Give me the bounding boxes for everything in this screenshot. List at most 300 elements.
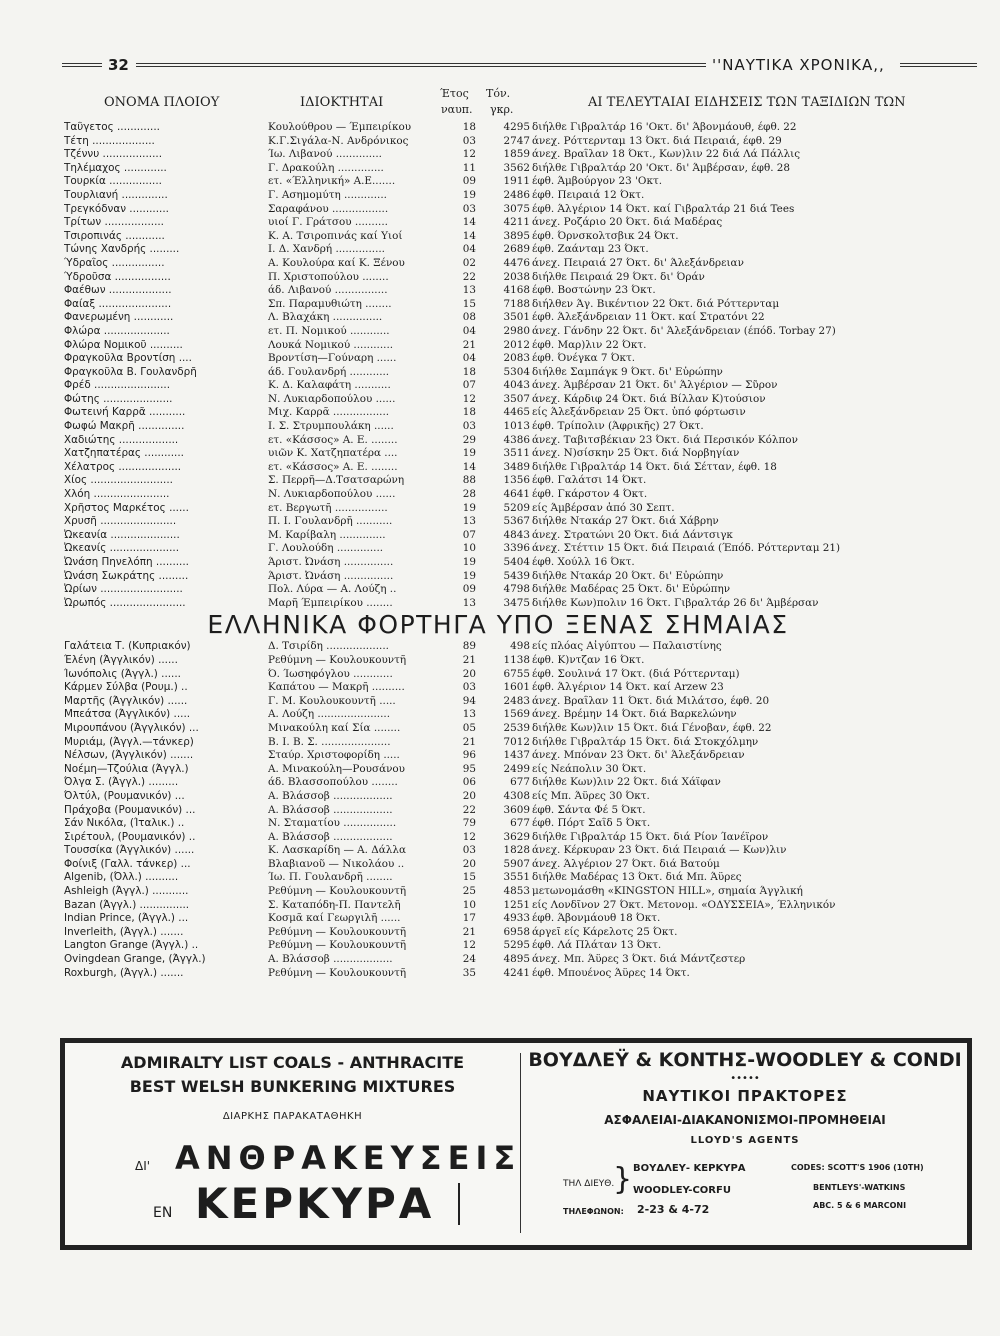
ship-name: Μαρτῆς (Άγγλικόν) ......: [64, 694, 188, 707]
ship-latest-news: έφθ. Μπουένος Άϋρες 14 Όκτ.: [532, 966, 690, 979]
ship-row: [58, 844, 938, 858]
ship-owner: Ι. Δ. Χανδρή ...............: [268, 243, 385, 256]
ship-tonnage: 3396: [503, 542, 530, 555]
ship-latest-news: άνεχ. Άλγέριον 27 Όκτ. διά Βατούμ: [532, 857, 720, 870]
ship-tonnage: 4476: [503, 256, 530, 269]
ship-owner: Α. Κουλούρα καί Κ. Ξένου: [268, 256, 405, 269]
ship-build-year: 20: [462, 789, 476, 802]
ship-latest-news: διήλθε Κων)πολιν 16 Όκτ. Γιβραλτάρ 26 δι' Άμβέρσαν: [532, 596, 819, 609]
ship-name: Indian Prince, (Άγγλ.) ...: [64, 912, 189, 925]
ship-tonnage: 4211: [503, 216, 530, 229]
ship-build-year: 94: [462, 694, 476, 707]
ship-latest-news: άνεχ. Βραΐλαν 18 Όκτ., Κων)λιν 22 διά Λά Πάλλις: [532, 148, 801, 161]
ship-latest-news: έφθ. Όρνσκολτσβικ 24 Όκτ.: [532, 229, 679, 242]
ship-row: [58, 216, 938, 230]
ship-build-year: 12: [462, 392, 476, 405]
ship-build-year: 20: [462, 667, 476, 680]
ship-latest-news: διήλθε Πειραιά 29 Όκτ. δι' Όράν: [532, 270, 705, 283]
ship-tonnage: 7188: [503, 297, 530, 310]
ship-latest-news: άνεχ. Ν)σίσκην 25 Όκτ. διά Νορβηγίαν: [532, 447, 740, 460]
ship-row: [58, 230, 938, 244]
ship-build-year: 22: [462, 803, 476, 816]
ad-coal-line1: ADMIRALTY LIST COALS - ANTHRACITE: [120, 1053, 465, 1072]
ship-latest-news: έφθ. Τρίπολιν (Άφρικῆς) 27 Όκτ.: [532, 420, 704, 433]
ship-build-year: 96: [462, 749, 476, 762]
ship-build-year: 15: [462, 871, 476, 884]
column-header-year-sub: ναυπ.: [441, 103, 473, 116]
ship-build-year: 18: [462, 121, 476, 133]
ad-coal-prefix-di: ΔΙ': [135, 1159, 151, 1173]
ship-latest-news: άνεχ. Βρέμην 14 Όκτ. διά Βαρκελώνην: [532, 708, 737, 721]
ship-build-year: 04: [462, 324, 476, 337]
ship-row: [58, 668, 938, 682]
ship-tonnage: 5439: [503, 569, 530, 582]
ship-row: [58, 243, 938, 257]
ship-tonnage: 5209: [503, 501, 530, 514]
ship-build-year: 14: [462, 229, 476, 242]
ship-tonnage: 2689: [503, 243, 530, 256]
ship-build-year: 88: [462, 474, 476, 487]
ship-latest-news: μετωνομάσθη «KINGSTON HILL», σημαία Άγγλική: [532, 885, 803, 898]
ship-latest-news: έφθ. Σάντα Φέ 5 Όκτ.: [532, 803, 646, 816]
ship-name: Τέτη ...................: [64, 134, 155, 147]
ship-tonnage: 1601: [503, 681, 530, 694]
ship-row: [58, 284, 938, 298]
ship-build-year: 08: [462, 311, 476, 324]
ship-latest-news: διήλθε Γιβραλτάρ 16 'Οκτ. δι' Άβονμάουθ, έφθ. 22: [532, 121, 797, 133]
ship-name: Τουσσίκα (Άγγλικόν) ......: [64, 844, 195, 857]
ship-name: Ὠκεανία .....................: [64, 528, 180, 541]
ship-latest-news: έφθ. Γαλάτσι 14 Όκτ.: [532, 474, 647, 487]
ship-owner: Κοσμᾶ καί Γεωργιλῆ ......: [268, 912, 401, 925]
ship-tonnage: 4168: [503, 284, 530, 297]
ship-row: [58, 640, 938, 654]
ship-row: [58, 203, 938, 217]
ship-tonnage: 4043: [503, 379, 530, 392]
ship-owner: Λ. Βλαχάκη ...............: [268, 311, 383, 324]
ship-owner: Γ. Μ. Κουλουκουντῆ .....: [268, 694, 396, 707]
ship-latest-news: έφθ. Άλγέριον 14 Όκτ. καί Arzew 23: [532, 681, 724, 694]
ship-latest-news: έφθ. Πόρτ Σαΐδ 5 Όκτ.: [532, 817, 651, 830]
ship-row: [58, 352, 938, 366]
ship-tonnage: 3075: [503, 202, 530, 215]
ship-row: [58, 474, 938, 488]
column-header-year: Έτος: [440, 87, 469, 100]
column-header-name: ΟΝΟΜΑ ΠΛΟΙΟΥ: [104, 95, 220, 110]
ship-build-year: 89: [462, 640, 476, 653]
ship-name: Ovingdean Grange, (Άγγλ.): [64, 953, 206, 966]
ship-tonnage: 1138: [503, 653, 530, 666]
ship-owner: Α. Βλάσσοβ ..................: [268, 830, 393, 843]
ship-owner: Α. Βλάσσοβ ..................: [268, 803, 393, 816]
ship-tonnage: 2539: [503, 721, 530, 734]
ship-owner: υιοί Γ. Γράτσου ..........: [268, 216, 388, 229]
ship-owner: Α. Μινακούλη—Ρουσάνου: [268, 762, 405, 775]
ship-name: Τηλέμαχος .............: [64, 161, 167, 174]
ship-owner: Κ. Α. Τσιροπινάς καί Υιοί: [268, 229, 403, 242]
ship-row: [58, 298, 938, 312]
ship-name: Τρεγκόδναν ............: [64, 202, 169, 215]
ad-coal-line3: ΔΙΑΡΚΗΣ ΠΑΡΑΚΑΤΑΘΗΚΗ: [222, 1111, 363, 1122]
ship-row: [58, 379, 938, 393]
ship-row: [58, 695, 938, 709]
ship-latest-news: άνεχ. Άμβέρσαν 21 Όκτ. δι' Άλγέριον — Σῦρον: [532, 379, 778, 392]
ship-name: Πράχοβα (Ρουμανικόν) ...: [64, 803, 196, 816]
ship-name: Κάρμεν Σύλβα (Ρουμ.) ..: [64, 681, 188, 694]
ship-name: Χαδιώτης ..................: [64, 433, 179, 446]
ship-owner: Α. Βλάσσοβ ..................: [268, 953, 393, 966]
ship-owner: Ρεθύμνη — Κουλουκουντῆ: [268, 925, 407, 938]
greek-ships-table: [58, 121, 938, 610]
ship-owner: ετ. Π. Νομικού ............: [268, 324, 390, 337]
ship-name: Φωφώ Μακρῆ ..............: [64, 420, 185, 433]
ship-tonnage: 2483: [503, 694, 530, 707]
ship-latest-news: άνεχ. Γάνδην 22 Όκτ. δι' Άλεξάνδρειαν (έπόδ. Torbay 27): [532, 324, 836, 337]
ship-build-year: 95: [462, 762, 476, 775]
ship-build-year: 21: [462, 735, 476, 748]
ship-latest-news: διήλθε Γιβραλτάρ 14 Όκτ. διά Σέτταν, έφθ. 18: [532, 460, 777, 473]
ship-tonnage: 3475: [503, 596, 530, 609]
ship-build-year: 02: [462, 256, 476, 269]
ship-name: Φαέθων ...................: [64, 284, 172, 297]
ship-owner: Ίω. Π. Γουλανδρῆ ........: [268, 871, 393, 884]
ad-agents-title: ΝΑΥΤΙΚΟΙ ΠΡΑΚΤΟΡΕΣ: [642, 1087, 848, 1105]
ship-owner: Ίω. Λιβανού ..............: [268, 148, 382, 161]
ship-owner: Κ.Γ.Σιγάλα-Ν. Ανδρόνικος: [268, 134, 409, 147]
advertisement-box: [60, 1038, 972, 1250]
ship-latest-news: διήλθεν Άγ. Βικέντιον 22 Όκτ. διά Ρόττερνταμ: [532, 297, 780, 310]
ship-name: Φώτης .....................: [64, 392, 173, 405]
ad-codes-line3: ABC. 5 & 6 MARCONI: [813, 1201, 907, 1210]
ship-row: [58, 393, 938, 407]
ship-build-year: 03: [462, 202, 476, 215]
ship-owner: ετ. «Κάσσος» Α. Ε. ........: [268, 460, 398, 473]
ship-build-year: 15: [462, 297, 476, 310]
ship-tonnage: 3501: [503, 311, 530, 324]
ship-latest-news: άργεῖ είς Κάρελοτς 25 Όκτ.: [532, 925, 678, 938]
ship-name: Μυριάμ, (Άγγλ.—τάνκερ): [64, 735, 194, 748]
ship-latest-news: είς πλόας Αἰγύπτου — Παλαιστίνης: [532, 640, 722, 653]
ship-latest-news: έφθ. Άβονμάουθ 18 Όκτ.: [532, 912, 661, 925]
ship-build-year: 25: [462, 885, 476, 898]
ship-build-year: 13: [462, 515, 476, 528]
ship-row: [58, 776, 938, 790]
ship-row: [58, 831, 938, 845]
header-rule-middle: [136, 63, 706, 67]
ship-latest-news: άνεχ. Μπόναν 23 Όκτ. δι' Άλεξάνδρειαν: [532, 749, 745, 762]
ad-coal-city: ΚΕΡΚΥΡΑ: [195, 1179, 435, 1228]
ship-row: [58, 790, 938, 804]
ship-tonnage: 4853: [503, 885, 530, 898]
ship-build-year: 11: [462, 161, 476, 174]
ship-build-year: 17: [462, 912, 476, 925]
ship-build-year: 21: [462, 338, 476, 351]
ship-name: Ὠρωπός .......................: [64, 596, 186, 609]
ship-build-year: 19: [462, 188, 476, 201]
column-header-news: ΑΙ ΤΕΛΕΥΤΑΙΑΙ ΕΙΔΗΣΕΙΣ ΤΩΝ ΤΑΞΙΔΙΩΝ ΤΩΝ: [588, 95, 906, 110]
ship-tonnage: 5404: [503, 556, 530, 568]
ad-coal-prefix-en: ΕΝ: [153, 1205, 173, 1221]
ship-build-year: 13: [462, 596, 476, 609]
ship-name: Τζέννυ ..................: [64, 148, 162, 161]
ship-owner: Α. Βλάσσοβ ..................: [268, 789, 393, 802]
ship-build-year: 29: [462, 433, 476, 446]
ship-latest-news: διήλθε Κων)λιν 22 Όκτ. διά Χάϊφαν: [532, 776, 721, 789]
ship-owner: άδ. Γουλανδρή ............: [268, 365, 390, 378]
ship-owner: Γ. Λουλούδη ..............: [268, 542, 384, 555]
ship-owner: Δ. Τσιρίδη ...................: [268, 640, 389, 653]
ad-agents-lloyds: LLOYD'S AGENTS: [690, 1135, 800, 1146]
ship-owner: Σπ. Παραμυθιώτη ........: [268, 297, 392, 310]
ship-build-year: 10: [462, 898, 476, 911]
ad-agents-services: ΑΣΦΑΛΕΙΑΙ-ΔΙΑΚΑΝΟΝΙΣΜΟΙ-ΠΡΟΜΗΘΕΙΑΙ: [604, 1113, 886, 1127]
ship-name: Σάν Νικόλα, (Ίταλικ.) ..: [64, 817, 185, 830]
ship-row: [58, 736, 938, 750]
ship-tonnage: 2012: [503, 338, 530, 351]
ship-owner: Σ. Καταπόδη-Π. Παντελῆ: [268, 898, 401, 911]
ship-owner: Ν. Σταματίου ................: [268, 817, 397, 830]
ship-build-year: 07: [462, 379, 476, 392]
ship-row: [58, 447, 938, 461]
ship-build-year: 18: [462, 365, 476, 378]
ship-tonnage: 4641: [503, 488, 530, 501]
ad-agents-name: ΒΟΥΔΛΕΫ & ΚΟΝΤΗΣ-WOODLEY & CONDI: [528, 1049, 962, 1071]
ship-tonnage: 2486: [503, 188, 530, 201]
ship-owner: Μινακούλη καί Σία ........: [268, 721, 401, 734]
ship-owner: Π. Ι. Γουλανδρῆ ...........: [268, 515, 393, 528]
ship-row: [58, 871, 938, 885]
ship-name: Τουρκία ................: [64, 175, 162, 188]
ship-latest-news: έφθ. Λά Πλάταν 13 Όκτ.: [532, 939, 662, 952]
ship-build-year: 14: [462, 216, 476, 229]
ship-tonnage: 6958: [503, 925, 530, 938]
ship-latest-news: άνεχ. Κάρδιφ 24 Όκτ. διά Βίλλαν Κ)τούσιον: [532, 392, 766, 405]
ship-latest-news: έφθ. Χούλλ 16 Όκτ.: [532, 556, 635, 568]
ship-latest-news: άνεχ. Στέττιν 15 Όκτ. διά Πειραιά (Έπόδ. Ρόττερνταμ 21): [532, 542, 841, 555]
ship-latest-news: άνεχ. Ρόττερνταμ 13 Όκτ. διά Πειραιά, έφθ. 29: [532, 134, 782, 147]
ship-name: Τώνης Χανδρής .........: [64, 243, 180, 256]
ship-build-year: 21: [462, 653, 476, 666]
ship-name: Τρίτων ..................: [64, 216, 164, 229]
ship-row: [58, 148, 938, 162]
ship-tonnage: 1251: [503, 898, 530, 911]
ship-name: Όλγα Σ. (Άγγλ.) .........: [64, 776, 179, 789]
ship-name: Ίωνόπολις (Άγγλ.) ......: [64, 667, 181, 680]
ship-tonnage: 1356: [503, 474, 530, 487]
ship-build-year: 09: [462, 583, 476, 596]
ship-name: Φοίνιξ (Γαλλ. τάνκερ) ...: [64, 857, 191, 870]
ship-latest-news: έφθ. Άλεξάνδρειαν 11 Όκτ. καί Στρατόνι 22: [532, 311, 765, 324]
ship-owner: Βροντίση—Γούναρη ......: [268, 352, 397, 365]
ship-row: [58, 570, 938, 584]
ship-row: [58, 175, 938, 189]
ship-name: Χίος .........................: [64, 474, 173, 487]
ship-build-year: 05: [462, 721, 476, 734]
ship-owner: Μιχ. Καρρᾶ .................: [268, 406, 390, 419]
ship-tonnage: 498: [510, 640, 530, 653]
ship-name: Ὠνάση Σωκράτης .........: [64, 569, 189, 582]
ship-name: Φλώρα Νομικοῦ ..........: [64, 338, 183, 351]
ship-tonnage: 4465: [503, 406, 530, 419]
ad-agents-ornament: •••••: [730, 1073, 760, 1084]
ship-name: Φραγκοῦλα Βροντίση ....: [64, 352, 192, 365]
ship-build-year: 24: [462, 953, 476, 966]
ship-owner: ετ. «Έλληνική» Α.Ε.......: [268, 175, 396, 188]
ship-owner: υιῶν Κ. Χατζηπατέρα ....: [268, 447, 398, 460]
ship-latest-news: διήλθε Γιβραλτάρ 15 Όκτ. διά Ρίον Ίανέϊρον: [532, 830, 769, 843]
ship-row: [58, 817, 938, 831]
ship-build-year: 04: [462, 243, 476, 256]
ship-row: [58, 681, 938, 695]
ship-row: [58, 515, 938, 529]
ship-tonnage: 677: [510, 776, 530, 789]
ship-tonnage: 2038: [503, 270, 530, 283]
ship-latest-news: διήλθε Γιβραλτάρ 20 'Οκτ. δι' Άμβέρσαν, έφθ. 28: [532, 161, 791, 174]
ship-latest-news: άνεχ. Βραΐλαν 11 Όκτ. διά Μιλάτσο, έφθ. 20: [532, 694, 770, 707]
ship-build-year: 22: [462, 270, 476, 283]
ship-owner: Ν. Λυκιαρδοπούλου ......: [268, 392, 396, 405]
ship-owner: Ό. Ίωσηφόγλου ............: [268, 667, 393, 680]
ship-row: [58, 858, 938, 872]
page-header: [62, 54, 977, 76]
ship-build-year: 12: [462, 939, 476, 952]
ship-latest-news: διήλθε Γιβραλτάρ 15 Όκτ. διά Στοκχόλμην: [532, 735, 759, 748]
ship-owner: Σταύρ. Χριστοφορίδη .....: [268, 749, 400, 762]
column-header-tonnage-sub: γκρ.: [490, 103, 514, 116]
ship-row: [58, 885, 938, 899]
ship-row: [58, 271, 938, 285]
ship-tonnage: 3489: [503, 460, 530, 473]
ad-cable-label: ΤΗΛ ΔΙΕΥΘ.: [563, 1179, 615, 1189]
ship-build-year: 03: [462, 844, 476, 857]
ship-row: [58, 926, 938, 940]
ship-tonnage: 4295: [503, 121, 530, 133]
ship-name: Ashleigh (Άγγλ.) ...........: [64, 885, 189, 898]
ship-name: Μπεάτσα (Άγγλικόν) .....: [64, 708, 191, 721]
ad-telegraph-latin: WOODLEY-CORFU: [633, 1185, 731, 1196]
ship-tonnage: 3551: [503, 871, 530, 884]
ship-owner: άδ. Βλασσοπούλου ........: [268, 776, 398, 789]
ship-row: [58, 708, 938, 722]
ship-row: [58, 502, 938, 516]
ship-latest-news: έφθ. Όνέγκα 7 Όκτ.: [532, 352, 636, 365]
ship-owner: Ι. Σ. Στρυμπουλάκη ......: [268, 420, 394, 433]
ship-tonnage: 4241: [503, 966, 530, 979]
ship-row: [58, 939, 938, 953]
ship-owner: Σαραφάνου .................: [268, 202, 389, 215]
ship-name: Σιρέτουλ, (Ρουμανικόν) ..: [64, 830, 196, 843]
ship-build-year: 18: [462, 406, 476, 419]
ship-tonnage: 2747: [503, 134, 530, 147]
ship-owner: Άριστ. Ὠνάση ...............: [268, 556, 394, 568]
ship-build-year: 21: [462, 925, 476, 938]
ship-name: Ταΰγετος .............: [64, 121, 160, 133]
ship-build-year: 13: [462, 708, 476, 721]
ship-latest-news: άνεχ. Κέρκυραν 23 Όκτ. διά Πειραιά — Κων)λιν: [532, 844, 787, 857]
ship-owner: Ρεθύμνη — Κουλουκουντῆ: [268, 653, 407, 666]
ship-tonnage: 2980: [503, 324, 530, 337]
ship-tonnage: 677: [510, 817, 530, 830]
ship-latest-news: έφθ. Σουλινά 17 Όκτ. (διά Ρόττερνταμ): [532, 667, 740, 680]
ship-build-year: 04: [462, 352, 476, 365]
ship-latest-news: έφθ. Βοστώνην 23 Όκτ.: [532, 284, 656, 297]
ship-name: Bazan (Άγγλ.) ...............: [64, 898, 190, 911]
ship-name: Τουρλιανή ..............: [64, 188, 168, 201]
ship-tonnage: 3609: [503, 803, 530, 816]
ship-latest-news: έφθ. Άλγέριον 14 Όκτ. καί Γιβραλτάρ 21 διά Tees: [532, 202, 795, 215]
ship-name: Χλόη .......................: [64, 488, 170, 501]
ship-latest-news: είς Άλεξάνδρειαν 25 Όκτ. ὑπό φόρτωσιν: [532, 406, 746, 419]
ship-owner: Λουκά Νομικού ............: [268, 338, 394, 351]
ship-owner: Άριστ. Ὠνάση ...............: [268, 569, 394, 582]
header-rule-right: [900, 63, 977, 67]
ship-name: Ὠνάση Πηνελόπη ..........: [64, 556, 189, 568]
ship-owner: Γ. Ασημομύτη .............: [268, 188, 387, 201]
page-number: 32: [108, 56, 129, 74]
ship-latest-news: είς Άμβέρσαν ἀπό 30 Σεπτ.: [532, 501, 675, 514]
ship-build-year: 10: [462, 542, 476, 555]
ad-codes-line1: CODES: SCOTT'S 1906 (10TH): [791, 1163, 924, 1172]
ship-name: Φανερωμένη ............: [64, 311, 174, 324]
ship-name: Φαίαξ ......................: [64, 297, 172, 310]
ship-tonnage: 1911: [503, 175, 530, 188]
ship-owner: Κουλούθρου — Έμπειρίκου: [268, 121, 412, 133]
ship-build-year: 12: [462, 830, 476, 843]
ship-name: Γαλάτεια Τ. (Κυπριακόν): [64, 640, 191, 653]
ship-tonnage: 4843: [503, 528, 530, 541]
ship-tonnage: 7012: [503, 735, 530, 748]
ship-owner: Β. Ι. Β. Σ. .....................: [268, 735, 391, 748]
ship-latest-news: έφθ. Άμβούργον 23 'Οκτ.: [532, 175, 662, 188]
ship-tonnage: 1828: [503, 844, 530, 857]
ship-row: [58, 804, 938, 818]
ship-name: Χρυσῆ .......................: [64, 515, 177, 528]
ship-tonnage: 5295: [503, 939, 530, 952]
ship-latest-news: άνεχ. Ροζάριο 20 Όκτ. διά Μαδέρας: [532, 216, 723, 229]
ship-name: Inverleith, (Άγγλ.) .......: [64, 925, 184, 938]
ship-latest-news: έφθ. Κ)ντζαν 16 Όκτ.: [532, 653, 645, 666]
header-rule-left: [62, 63, 102, 67]
ship-build-year: 07: [462, 528, 476, 541]
ship-row: [58, 162, 938, 176]
ship-owner: Βλαβιανοῦ — Νικολάου ..: [268, 857, 405, 870]
ship-tonnage: 3895: [503, 229, 530, 242]
ship-owner: Μ. Καρίβαλη ..............: [268, 528, 386, 541]
foreign-flag-section-title: ΕΛΛΗΝΙΚΑ ΦΟΡΤΗΓΑ ΥΠΟ ΞΕΝΑΣ ΣΗΜΑΙΑΣ: [207, 610, 789, 640]
ship-latest-news: έφθ. Πειραιά 12 Όκτ.: [532, 188, 645, 201]
ship-name: Χατζηπατέρας ............: [64, 447, 184, 460]
ship-row: [58, 406, 938, 420]
column-header-owner: ΙΔΙΟΚΤΗΤΑΙ: [300, 95, 384, 110]
ship-owner: Ν. Λυκιαρδοπούλου ......: [268, 488, 396, 501]
ship-name: Ὠρίων .........................: [64, 583, 183, 596]
foreign-flag-ships-table: [58, 640, 938, 980]
ship-row: [58, 325, 938, 339]
ship-name: Ύδραΐος ................: [64, 256, 165, 269]
ship-tonnage: 6755: [503, 667, 530, 680]
ship-tonnage: 4933: [503, 912, 530, 925]
ship-owner: Α. Λούζη ......................: [268, 708, 391, 721]
ship-latest-news: είς Νεάπολιν 30 Όκτ.: [532, 762, 647, 775]
ship-name: Τσιροπινάς ............: [64, 229, 165, 242]
ship-build-year: 06: [462, 776, 476, 789]
ship-row: [58, 189, 938, 203]
ship-name: Φλώρα ....................: [64, 324, 170, 337]
ship-owner: Πολ. Λύρα — Α. Λούζη ..: [268, 583, 397, 596]
ship-build-year: 13: [462, 284, 476, 297]
ship-tonnage: 1437: [503, 749, 530, 762]
ship-name: Μιρουπάνου (Άγγλικόν) ...: [64, 721, 199, 734]
